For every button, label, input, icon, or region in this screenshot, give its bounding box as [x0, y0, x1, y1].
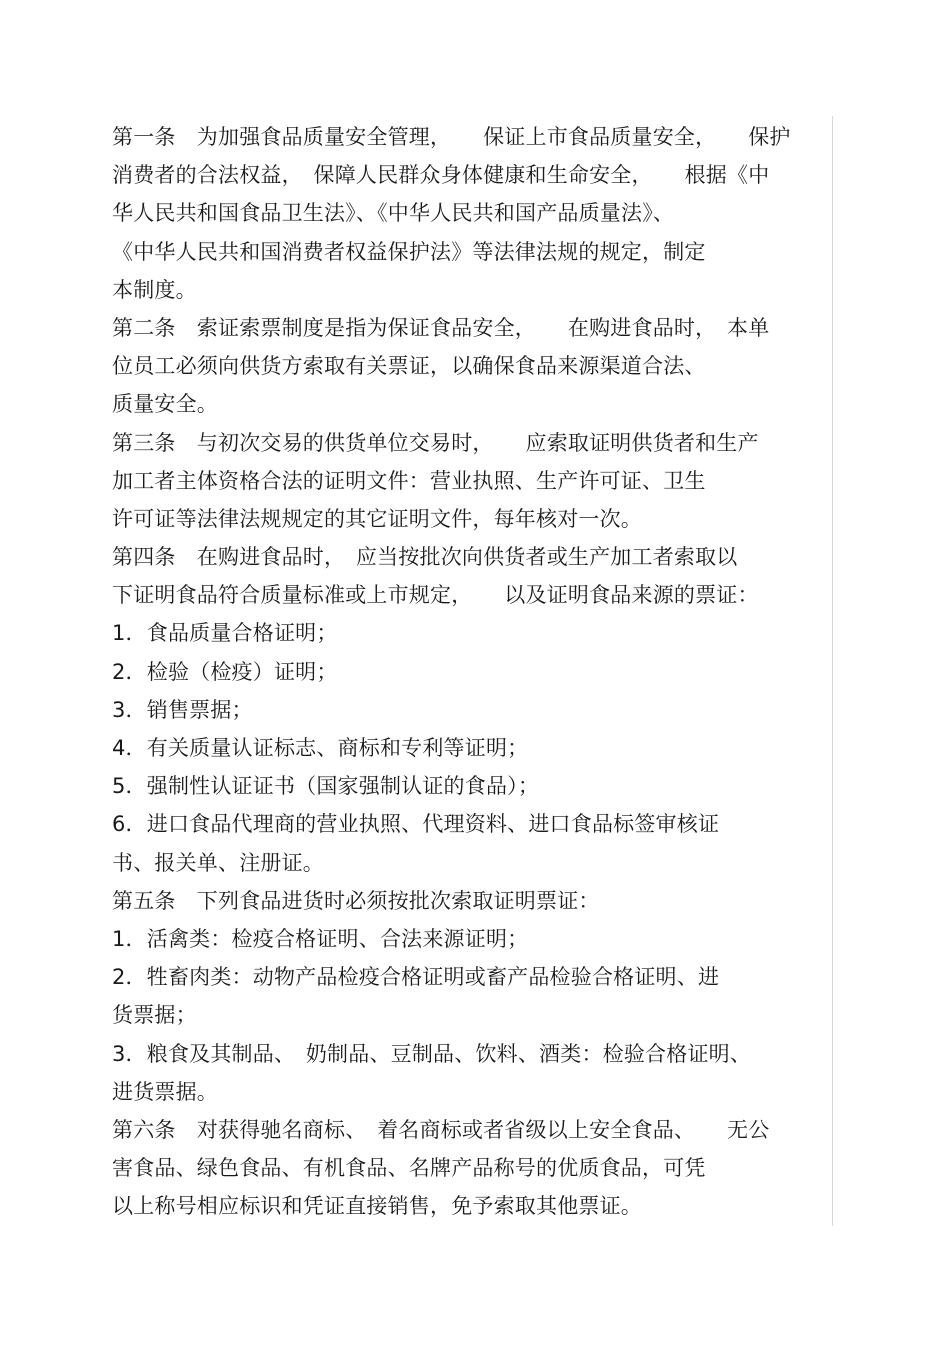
text-line: 位员工必须向供货方索取有关票证，以确保食品来源渠道合法、 [112, 354, 706, 379]
list-item: 3．粮食及其制品、 奶制品、豆制品、饮料、酒类：检验合格证明、 [112, 1041, 752, 1066]
list-item: 2．检验（检疫）证明； [112, 659, 338, 684]
text-line: 《中华人民共和国消费者权益保护法》等法律法规的规定，制定 [112, 239, 706, 264]
text-line: 第三条 与初次交易的供货单位交易时， 应索取证明供货者和生产 [112, 430, 759, 455]
text-line: 下证明食品符合质量标准或上市规定， 以及证明食品来源的票证： [112, 583, 759, 608]
text-line: 第六条 对获得驰名商标、 着名商标或者省级以上安全食品、 无公 [112, 1117, 770, 1142]
text-line: 华人民共和国食品卫生法》、《中华人民共和国产品质量法》、 [112, 201, 675, 226]
document-body [112, 118, 832, 1225]
text-line: 消费者的合法权益， 保障人民群众身体健康和生命安全， 根据《中 [112, 163, 770, 188]
text-line: 第二条 索证索票制度是指为保证食品安全， 在购进食品时， 本单 [112, 315, 770, 340]
text-line: 第一条 为加强食品质量安全管理， 保证上市食品质量安全， 保护 [112, 125, 791, 149]
text-line: 害食品、绿色食品、有机食品、名牌产品称号的优质食品，可凭 [112, 1156, 706, 1181]
list-item: 2．牲畜肉类：动物产品检疫合格证明或畜产品检验合格证明、进 [112, 965, 720, 990]
text-line: 第五条 下列食品进货时必须按批次索取证明票证： [112, 888, 600, 913]
text-line: 许可证等法律法规规定的其它证明文件，每年核对一次。 [112, 506, 642, 531]
text-line: 第四条 在购进食品时， 应当按批次向供货者或生产加工者索取以 [112, 545, 738, 570]
list-item: 6．进口食品代理商的营业执照、代理资料、进口食品标签审核证 [112, 812, 720, 837]
text-line: 进货票据。 [112, 1079, 218, 1104]
text-line: 本制度。 [112, 277, 197, 302]
list-item: 1．食品质量合格证明； [112, 621, 338, 646]
text-line: 货票据； [112, 1003, 197, 1028]
list-item: 1．活禽类：检疫合格证明、合法来源证明； [112, 926, 529, 951]
list-item: 3．销售票据； [112, 697, 253, 722]
text-line: 质量安全。 [112, 392, 218, 417]
text-line: 加工者主体资格合法的证明文件：营业执照、生产许可证、卫生 [112, 468, 706, 493]
right-margin-rule [832, 116, 833, 1226]
text-line: 以上称号相应标识和凭证直接销售，免予索取其他票证。 [112, 1194, 642, 1219]
list-item: 4．有关质量认证标志、商标和专利等证明； [112, 736, 529, 760]
text-line: 书、报关单、注册证。 [112, 850, 324, 875]
list-item: 5．强制性认证证书（国家强制认证的食品）； [112, 774, 540, 799]
